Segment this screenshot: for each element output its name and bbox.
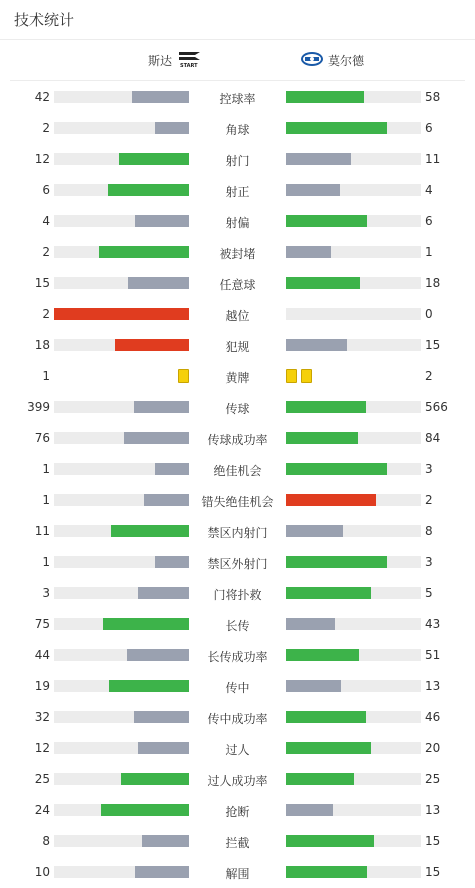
away-stat-bar-track xyxy=(286,308,421,320)
home-stat-bar-track xyxy=(54,432,189,444)
home-stat-value: 8 xyxy=(42,834,50,848)
stat-row xyxy=(0,639,475,670)
home-stat-value: 76 xyxy=(34,431,50,445)
home-stat-value: 6 xyxy=(42,183,50,197)
home-stat-value: 24 xyxy=(34,803,50,817)
home-stat-bar-track xyxy=(54,680,189,692)
home-stat-bar-track xyxy=(54,587,189,599)
away-stat-bar-track xyxy=(286,742,421,754)
home-stat-bar-track xyxy=(54,525,189,537)
away-stat-bar xyxy=(286,432,358,444)
stat-row xyxy=(0,81,475,112)
home-stat-value: 4 xyxy=(42,214,50,228)
away-stat-bar-track xyxy=(286,215,421,227)
away-stat-bar-track xyxy=(286,680,421,692)
away-stat-value: 8 xyxy=(425,524,433,538)
stat-row xyxy=(0,391,475,422)
away-stat-value: 51 xyxy=(425,648,441,662)
home-stat-bar-track xyxy=(54,711,189,723)
away-stat-bar xyxy=(286,215,367,227)
away-stat-value: 84 xyxy=(425,431,441,445)
away-stat-bar-track xyxy=(286,804,421,816)
home-stat-bar-track xyxy=(54,866,189,878)
home-stat-value: 18 xyxy=(34,338,50,352)
away-stat-bar-track xyxy=(286,587,421,599)
stat-label: 射正 xyxy=(225,185,250,199)
home-stat-bar xyxy=(108,184,189,196)
stat-label: 门将扑救 xyxy=(213,588,262,602)
home-stat-bar-track xyxy=(54,184,189,196)
stat-row xyxy=(0,546,475,577)
stat-row xyxy=(0,825,475,856)
home-stat-value: 12 xyxy=(34,152,50,166)
stat-row xyxy=(0,329,475,360)
home-stat-bar-track xyxy=(54,835,189,847)
home-team[interactable] xyxy=(148,40,202,80)
stat-label: 越位 xyxy=(225,309,250,323)
home-stat-bar-track xyxy=(54,804,189,816)
away-stat-bar-track xyxy=(286,866,421,878)
stat-label: 被封堵 xyxy=(219,247,256,261)
home-stat-bar-track xyxy=(54,556,189,568)
home-stat-bar xyxy=(127,649,189,661)
away-stat-value: 3 xyxy=(425,555,433,569)
stat-label: 射偏 xyxy=(225,216,250,230)
home-stat-bar-track xyxy=(54,91,189,103)
away-stat-value: 2 xyxy=(425,369,433,383)
away-stat-bar-track xyxy=(286,711,421,723)
home-stat-bar xyxy=(128,277,189,289)
away-stat-value: 15 xyxy=(425,338,441,352)
home-stat-bar-track xyxy=(54,215,189,227)
home-stat-bar xyxy=(135,215,189,227)
away-stat-bar xyxy=(286,525,343,537)
home-stat-bar xyxy=(135,866,189,878)
stat-label: 过人 xyxy=(225,743,250,757)
stat-row xyxy=(0,267,475,298)
home-stat-bar xyxy=(144,494,189,506)
away-stat-bar xyxy=(286,556,387,568)
stat-label: 长传 xyxy=(225,619,250,633)
away-stat-value: 20 xyxy=(425,741,441,755)
away-stat-bar xyxy=(286,649,359,661)
home-stat-value: 1 xyxy=(42,369,50,383)
stat-label: 解围 xyxy=(225,867,250,881)
stat-row xyxy=(0,422,475,453)
stat-label: 传球 xyxy=(225,402,250,416)
away-stat-bar xyxy=(286,184,340,196)
away-stat-value: 5 xyxy=(425,586,433,600)
stat-label: 犯规 xyxy=(225,340,250,354)
home-stat-bar xyxy=(155,122,189,134)
stat-label: 绝佳机会 xyxy=(213,464,262,478)
away-stat-bar xyxy=(286,494,376,506)
stat-row xyxy=(0,205,475,236)
away-stat-bar xyxy=(286,339,347,351)
away-stat-value: 566 xyxy=(425,400,448,414)
teams-header xyxy=(10,40,465,81)
home-stat-bar-track xyxy=(54,246,189,258)
home-team-name: 斯达 xyxy=(148,53,173,68)
home-stat-bar-track xyxy=(54,742,189,754)
home-stat-bar-track xyxy=(54,122,189,134)
away-stat-bar-track xyxy=(286,649,421,661)
stat-label: 长传成功率 xyxy=(207,650,268,664)
yellow-card-icon xyxy=(178,369,189,383)
away-stat-value: 43 xyxy=(425,617,441,631)
home-stat-value: 1 xyxy=(42,462,50,476)
home-stat-bar xyxy=(134,711,189,723)
away-stat-value: 6 xyxy=(425,121,433,135)
home-stat-value: 1 xyxy=(42,493,50,507)
stat-label: 禁区内射门 xyxy=(207,526,268,540)
stat-label: 射门 xyxy=(225,154,250,168)
home-stat-bar xyxy=(134,401,189,413)
home-stat-bar xyxy=(54,308,189,320)
away-stat-bar xyxy=(286,91,364,103)
away-stat-value: 3 xyxy=(425,462,433,476)
stat-row xyxy=(0,360,475,391)
home-stat-value: 2 xyxy=(42,245,50,259)
home-stat-value: 42 xyxy=(34,90,50,104)
home-stat-value: 11 xyxy=(34,524,50,538)
home-stat-value: 44 xyxy=(34,648,50,662)
home-stat-bar xyxy=(101,804,189,816)
stat-row xyxy=(0,763,475,794)
stats-header xyxy=(0,0,475,40)
away-stat-bar-track xyxy=(286,401,421,413)
away-stat-bar-track xyxy=(286,618,421,630)
home-stat-bar xyxy=(111,525,189,537)
stat-row xyxy=(0,298,475,329)
stat-label: 传中 xyxy=(225,681,250,695)
away-stat-value: 6 xyxy=(425,214,433,228)
away-stat-value: 15 xyxy=(425,834,441,848)
stat-label: 传中成功率 xyxy=(207,712,268,726)
home-stat-bar xyxy=(99,246,189,258)
away-stat-bar xyxy=(286,122,387,134)
home-stat-bar xyxy=(103,618,189,630)
away-stat-bar-track xyxy=(286,525,421,537)
stat-label: 过人成功率 xyxy=(207,774,268,788)
away-stat-bar-track xyxy=(286,91,421,103)
away-stat-bar xyxy=(286,866,367,878)
home-stat-bar xyxy=(132,91,189,103)
away-stat-bar xyxy=(286,153,351,165)
home-stat-bar xyxy=(115,339,189,351)
away-stat-value: 13 xyxy=(425,803,441,817)
home-stat-bar xyxy=(138,587,189,599)
away-stat-value: 0 xyxy=(425,307,433,321)
home-stat-bar xyxy=(155,463,189,475)
home-stat-value: 19 xyxy=(34,679,50,693)
away-team-name: 莫尔德 xyxy=(328,53,365,68)
home-stat-bar xyxy=(142,835,189,847)
home-stat-value: 75 xyxy=(34,617,50,631)
home-stat-bar xyxy=(109,680,189,692)
home-stat-bar-track xyxy=(54,277,189,289)
stat-row xyxy=(0,670,475,701)
home-stat-value: 10 xyxy=(34,865,50,879)
home-stat-value: 15 xyxy=(34,276,50,290)
away-stat-value: 18 xyxy=(425,276,441,290)
away-stat-bar-track xyxy=(286,246,421,258)
away-stat-bar xyxy=(286,246,331,258)
stat-row xyxy=(0,143,475,174)
home-stat-bar-track xyxy=(54,773,189,785)
stat-label: 抢断 xyxy=(225,805,250,819)
home-stat-bar xyxy=(119,153,189,165)
stat-row xyxy=(0,794,475,825)
home-stat-bar xyxy=(124,432,189,444)
start-logo-wordmark: START xyxy=(180,62,198,68)
away-stat-bar xyxy=(286,463,387,475)
away-stat-bar xyxy=(286,835,374,847)
away-stat-value: 25 xyxy=(425,772,441,786)
away-stat-bar xyxy=(286,587,371,599)
home-stat-bar-track xyxy=(54,494,189,506)
stat-row xyxy=(0,856,475,887)
home-stat-bar-track xyxy=(54,308,189,320)
start-club-logo-icon xyxy=(178,50,202,71)
away-stat-bar xyxy=(286,277,360,289)
yellow-card-icon xyxy=(301,369,312,383)
away-stat-bar-track xyxy=(286,122,421,134)
stat-row xyxy=(0,484,475,515)
away-stat-value: 58 xyxy=(425,90,441,104)
away-team[interactable] xyxy=(300,40,364,80)
away-stat-value: 4 xyxy=(425,183,433,197)
away-stat-value: 1 xyxy=(425,245,433,259)
away-stat-bar-track xyxy=(286,432,421,444)
stat-label: 任意球 xyxy=(219,278,256,292)
away-stat-bar-track xyxy=(286,153,421,165)
home-stat-bar-track xyxy=(54,618,189,630)
away-stat-bar xyxy=(286,618,335,630)
home-stat-value: 3 xyxy=(42,586,50,600)
home-stat-bar-track xyxy=(54,401,189,413)
away-stat-bar-track xyxy=(286,556,421,568)
away-stat-bar-track xyxy=(286,463,421,475)
away-stat-bar-track xyxy=(286,835,421,847)
home-stat-bar xyxy=(121,773,189,785)
page-title: 技术统计 xyxy=(14,11,75,29)
stat-label: 传球成功率 xyxy=(207,433,268,447)
home-stat-bar-track xyxy=(54,153,189,165)
home-stat-bar-track xyxy=(54,463,189,475)
home-stat-bar xyxy=(155,556,189,568)
home-stat-bar xyxy=(138,742,189,754)
away-stat-bar-track xyxy=(286,277,421,289)
away-stat-bar-track xyxy=(286,184,421,196)
home-stat-bar-track xyxy=(54,649,189,661)
away-stat-value: 11 xyxy=(425,152,441,166)
stat-row xyxy=(0,701,475,732)
stat-row xyxy=(0,174,475,205)
stat-label: 拦截 xyxy=(225,836,250,850)
stat-row xyxy=(0,236,475,267)
home-stat-value: 25 xyxy=(34,772,50,786)
stat-label: 角球 xyxy=(225,123,250,137)
home-stat-value: 32 xyxy=(34,710,50,724)
away-stat-bar xyxy=(286,742,371,754)
away-stat-bar-track xyxy=(286,494,421,506)
away-stat-bar xyxy=(286,711,366,723)
stat-row xyxy=(0,577,475,608)
away-stat-value: 46 xyxy=(425,710,441,724)
home-stat-value: 2 xyxy=(42,307,50,321)
stat-row xyxy=(0,732,475,763)
away-stat-value: 15 xyxy=(425,865,441,879)
molde-club-logo-icon xyxy=(300,51,324,70)
away-stat-bar xyxy=(286,401,366,413)
stat-row xyxy=(0,453,475,484)
stat-label: 控球率 xyxy=(219,92,256,106)
home-stat-value: 2 xyxy=(42,121,50,135)
away-stat-bar xyxy=(286,804,333,816)
stat-row xyxy=(0,608,475,639)
away-stat-value: 2 xyxy=(425,493,433,507)
away-stat-bar xyxy=(286,680,341,692)
home-stat-bar-track xyxy=(54,339,189,351)
stat-label: 黄牌 xyxy=(225,371,250,385)
away-stat-value: 13 xyxy=(425,679,441,693)
stat-label: 禁区外射门 xyxy=(207,557,268,571)
stat-row xyxy=(0,112,475,143)
home-stat-value: 1 xyxy=(42,555,50,569)
away-stat-bar xyxy=(286,773,354,785)
stat-label: 错失绝佳机会 xyxy=(201,495,274,509)
yellow-card-icon xyxy=(286,369,297,383)
stat-row xyxy=(0,515,475,546)
away-stat-bar-track xyxy=(286,339,421,351)
home-stat-value: 12 xyxy=(34,741,50,755)
away-stat-bar-track xyxy=(286,773,421,785)
home-stat-value: 399 xyxy=(27,400,50,414)
